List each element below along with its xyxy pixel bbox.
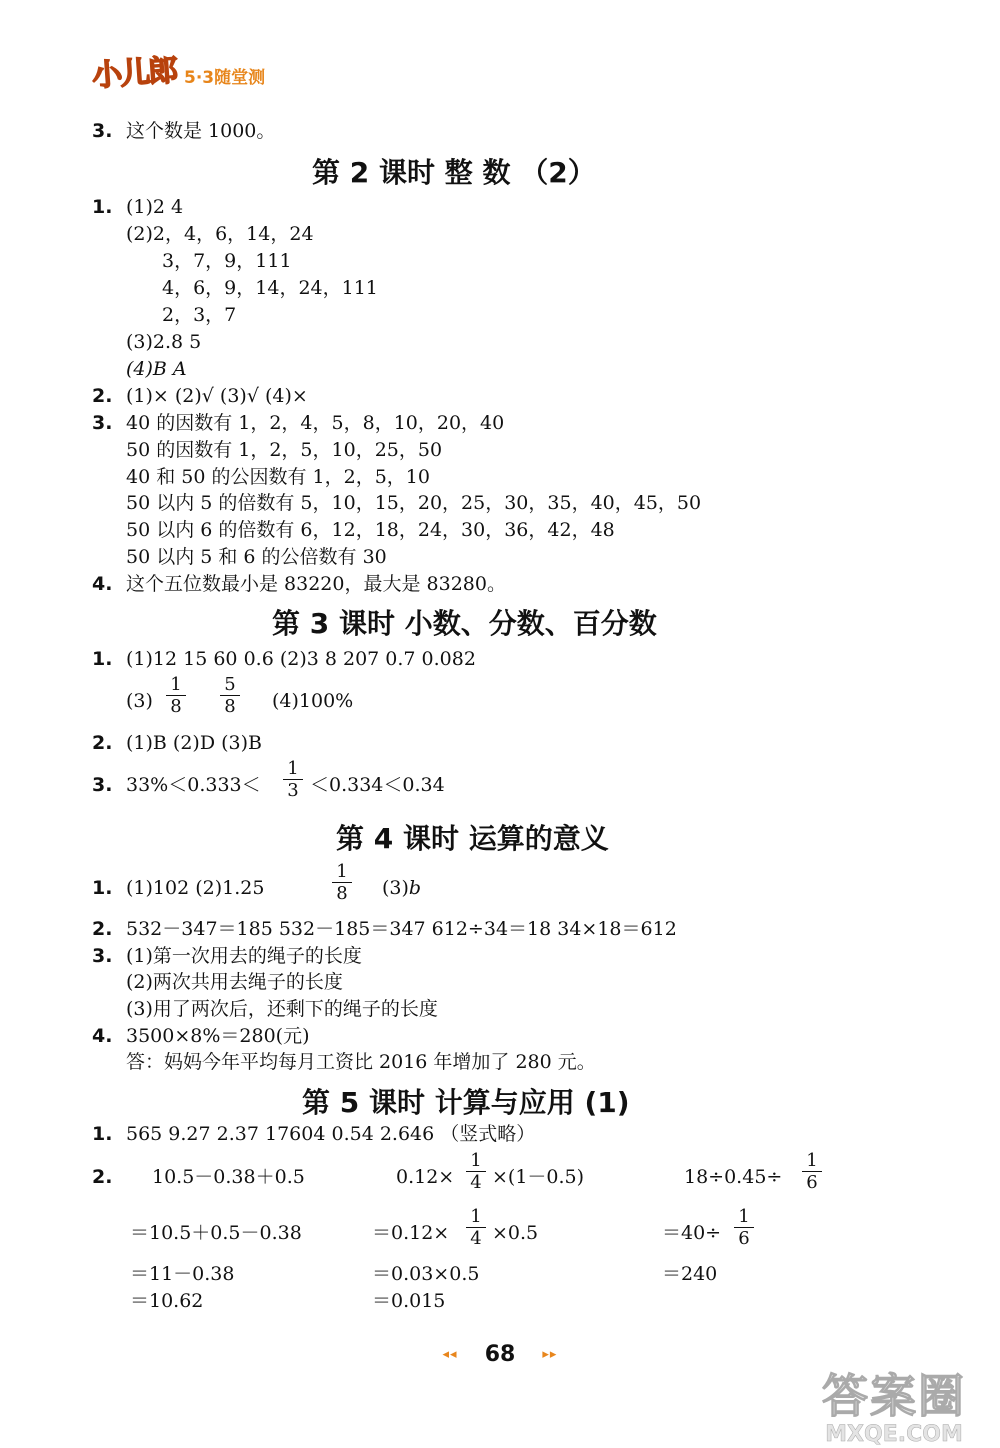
answer-line: 2，3，7	[162, 304, 237, 326]
answer-line: 40 的因数有 1，2，4，5，8，10，20，40	[126, 412, 505, 434]
answer-line: (3)b	[382, 877, 422, 899]
question-number: 3.	[92, 120, 113, 142]
calc-step: ＝240	[662, 1263, 718, 1285]
fraction: 1 4	[466, 1206, 486, 1249]
calc-step: 18÷0.45÷	[684, 1166, 783, 1188]
calc-step: ＝0.12×	[372, 1222, 450, 1244]
calc-step: ＝10.5＋0.5－0.38	[130, 1222, 302, 1244]
answer-line: 答：妈妈今年平均每月工资比 2016 年增加了 280 元。	[126, 1051, 596, 1073]
answer-line: (4)100%	[272, 690, 354, 712]
answer-line: (1)第一次用去的绳子的长度	[126, 945, 362, 967]
question-number: 1.	[92, 1123, 113, 1145]
fraction: 1 8	[166, 674, 186, 717]
watermark	[804, 1360, 984, 1447]
question-number: 2.	[92, 918, 113, 940]
brand-name: 小儿郎	[91, 53, 178, 94]
answer-line: 50 以内 6 的倍数有 6，12，18，24，30，36，42，48	[126, 519, 615, 541]
fraction: 1 4	[466, 1150, 486, 1193]
watermark-url: MXQE.COM	[825, 1422, 963, 1447]
question-number: 3.	[92, 412, 113, 434]
question-number: 3.	[92, 774, 113, 796]
answer-line: (3)2.8 5	[126, 331, 202, 353]
calc-step: ＝0.03×0.5	[372, 1263, 480, 1285]
answer-line: 50 以内 5 和 6 的公倍数有 30	[126, 546, 387, 568]
fraction: 1 3	[283, 758, 303, 801]
question-number: 4.	[92, 573, 113, 595]
answer-line: 40 和 50 的公因数有 1，2，5，10	[126, 466, 430, 488]
answer-text: 这个数是 1000。	[126, 120, 276, 142]
answer-line: 532－347＝185 532－185＝347 612÷34＝18 34×18＝612	[126, 918, 677, 940]
calc-step: ×(1－0.5)	[492, 1166, 585, 1188]
section-title: 第 3 课时 小数、分数、百分数	[272, 607, 657, 640]
calc-step: ＝40÷	[662, 1222, 722, 1244]
section-title: 第 5 课时 计算与应用 (1)	[302, 1086, 630, 1119]
prev-arrow-icon: ◂◂	[442, 1347, 458, 1362]
answer-line: (1)× (2)√ (3)√ (4)×	[126, 385, 308, 407]
next-arrow-icon: ▸▸	[542, 1347, 558, 1362]
answer-line: (3)用了两次后，还剩下的绳子的长度	[126, 998, 438, 1020]
question-number: 1.	[92, 648, 113, 670]
answer-line: (2)两次共用去绳子的长度	[126, 971, 343, 993]
watermark-title: 答案圈	[822, 1369, 966, 1423]
calc-step: ＝11－0.38	[130, 1263, 235, 1285]
calc-step: ×0.5	[492, 1222, 539, 1244]
answer-line: (3)	[126, 690, 153, 712]
answer-line: 这个五位数最小是 83220，最大是 83280。	[126, 573, 506, 595]
answer-line: (1)102 (2)1.25	[126, 877, 265, 899]
brand-logo	[92, 52, 265, 92]
fraction: 5 8	[220, 674, 240, 717]
question-number: 4.	[92, 1025, 113, 1047]
answer-line: (1)2 4	[126, 196, 184, 218]
answer-line: 3500×8%＝280(元)	[126, 1025, 310, 1047]
question-number: 1.	[92, 196, 113, 218]
series-name: 5·3随堂测	[184, 68, 266, 88]
question-number: 2.	[92, 385, 113, 407]
answer-line: 33%＜0.333＜	[126, 774, 261, 796]
answer-line: 4，6，9，14，24，111	[162, 277, 378, 299]
answer-line: (1)12 15 60 0.6 (2)3 8 207 0.7 0.082	[126, 648, 476, 670]
fraction: 1 8	[332, 861, 352, 904]
answer-line: 565 9.27 2.37 17604 0.54 2.646 （竖式略）	[126, 1123, 536, 1145]
calc-step: ＝0.015	[372, 1290, 446, 1312]
answer-line: (4)B A	[126, 358, 187, 380]
answer-line: ＜0.334＜0.34	[310, 774, 445, 796]
question-number: 2.	[92, 1166, 113, 1188]
answer-line: 50 以内 5 的倍数有 5，10，15，20，25，30，35，40，45，50	[126, 492, 702, 514]
answer-line: (1)B (2)D (3)B	[126, 732, 262, 754]
calc-step: 10.5－0.38＋0.5	[152, 1166, 305, 1188]
fraction: 1 6	[734, 1206, 754, 1249]
question-number: 3.	[92, 945, 113, 967]
question-number: 2.	[92, 732, 113, 754]
answer-line: (2)2，4，6，14，24	[126, 223, 314, 245]
page-number: 68	[484, 1342, 516, 1367]
question-number: 1.	[92, 877, 113, 899]
answer-line: 3，7，9，111	[162, 250, 292, 272]
calc-step: 0.12×	[396, 1166, 455, 1188]
section-title: 第 4 课时 运算的意义	[336, 822, 609, 855]
section-title: 第 2 课时 整 数 （2）	[312, 156, 596, 189]
calc-step: ＝10.62	[130, 1290, 204, 1312]
fraction: 1 6	[802, 1150, 822, 1193]
answer-line: 50 的因数有 1，2，5，10，25，50	[126, 439, 443, 461]
